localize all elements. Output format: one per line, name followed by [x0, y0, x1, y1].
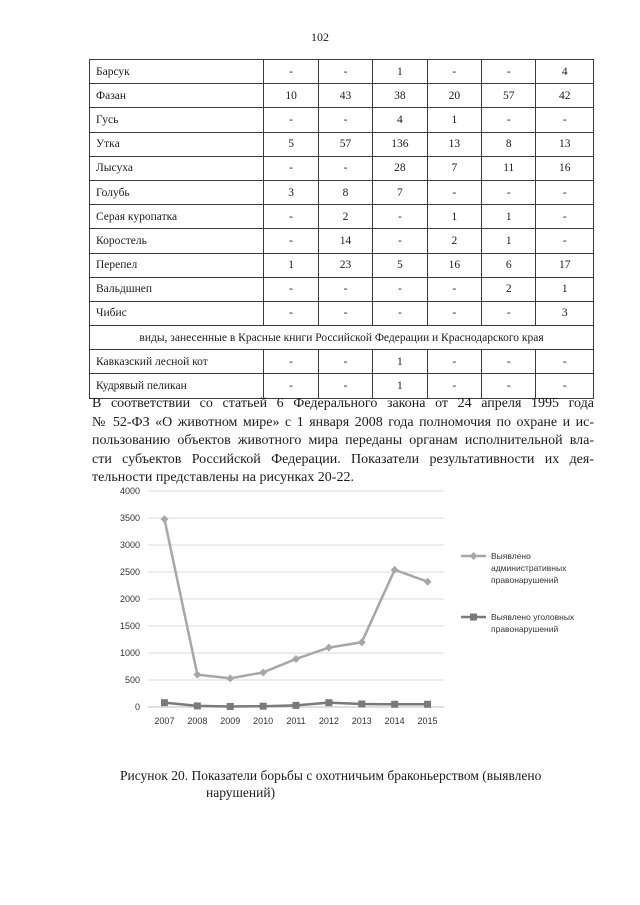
x-tick-label: 2007	[154, 716, 175, 726]
table-cell: -	[373, 205, 427, 229]
table-cell: 28	[373, 156, 427, 180]
table-cell: -	[427, 277, 481, 301]
data-point	[293, 702, 300, 709]
species-name: Серая куропатка	[90, 205, 264, 229]
table-cell: -	[264, 108, 318, 132]
x-tick-label: 2011	[286, 716, 306, 726]
species-name: Вальдшнеп	[90, 277, 264, 301]
table-cell: -	[264, 156, 318, 180]
table-cell: -	[264, 374, 318, 398]
table-cell: -	[482, 350, 536, 374]
table-cell: 4	[536, 60, 594, 84]
table-cell: 17	[536, 253, 594, 277]
data-point	[391, 701, 398, 708]
table-cell: -	[264, 350, 318, 374]
table-cell: -	[264, 277, 318, 301]
table-row	[90, 277, 594, 301]
paragraph-line: В соответствии со статьей 6 Федерального закона от 24 апреля 1995 года	[92, 396, 594, 411]
y-tick-label: 1000	[119, 648, 140, 658]
table-cell: 1	[373, 374, 427, 398]
table-cell: 57	[318, 132, 372, 156]
table-cell: -	[318, 60, 372, 84]
table-cell: 2	[427, 229, 481, 253]
paragraph-line: № 52-ФЗ «О животном мире» с 1 января 2008 года полномочия по охране и ис-	[92, 414, 594, 430]
data-point	[194, 702, 201, 709]
table-cell: 11	[482, 156, 536, 180]
table-cell: 16	[427, 253, 481, 277]
table-row	[90, 301, 594, 325]
table-cell: -	[482, 301, 536, 325]
data-point	[358, 701, 365, 708]
body-paragraph	[92, 395, 594, 488]
table-cell: -	[264, 205, 318, 229]
data-point	[391, 566, 399, 574]
table-cell: -	[264, 60, 318, 84]
table-cell: 16	[536, 156, 594, 180]
species-violations-table	[89, 59, 594, 399]
table-cell: -	[318, 277, 372, 301]
species-name: Коростель	[90, 229, 264, 253]
table-cell: 38	[373, 84, 427, 108]
table-cell: -	[536, 180, 594, 204]
table-cell: 1	[482, 205, 536, 229]
table-cell: 13	[536, 132, 594, 156]
table-cell: -	[427, 350, 481, 374]
y-tick-label: 0	[134, 702, 140, 712]
table-cell: -	[427, 180, 481, 204]
paragraph-line: пользованию объектов животного мира переданы органам исполнительной вла-	[92, 433, 594, 448]
table-cell: 57	[482, 84, 536, 108]
species-name: Фазан	[90, 84, 264, 108]
x-tick-label: 2015	[417, 716, 438, 726]
table-cell: -	[318, 108, 372, 132]
table-cell: 5	[373, 253, 427, 277]
x-tick-label: 2014	[384, 716, 405, 726]
data-point	[160, 515, 168, 523]
table-cell: 20	[427, 84, 481, 108]
legend-label: правонарушений	[491, 624, 559, 634]
table-cell: -	[318, 374, 372, 398]
legend-label: Выявлено уголовных	[491, 612, 575, 622]
x-tick-label: 2013	[351, 716, 372, 726]
species-name: Перепел	[90, 253, 264, 277]
caption-line: Рисунок 20. Показатели борьбы с охотничьим браконьерством (выявлено	[120, 768, 542, 783]
y-tick-label: 3500	[119, 513, 140, 523]
table-cell: 1	[427, 205, 481, 229]
table-cell: -	[318, 156, 372, 180]
table-row	[90, 84, 594, 108]
table-cell: 1	[264, 253, 318, 277]
paragraph-line: сти субъектов Российской Федерации. Показатели результативности их дея-	[92, 451, 594, 467]
x-tick-label: 2008	[187, 716, 208, 726]
legend-label: правонарушений	[491, 575, 559, 585]
y-tick-label: 2500	[119, 567, 140, 577]
poaching-line-chart	[96, 485, 575, 735]
table-row	[90, 108, 594, 132]
data-point	[161, 699, 168, 706]
table-cell: 2	[318, 205, 372, 229]
table-cell: 3	[536, 301, 594, 325]
table-row	[90, 229, 594, 253]
table-cell: 10	[264, 84, 318, 108]
species-name: Кавказский лесной кот	[90, 350, 264, 374]
table-cell: -	[264, 229, 318, 253]
species-name: Кудрявый пеликан	[90, 374, 264, 398]
data-point	[292, 655, 300, 663]
table-cell: -	[373, 301, 427, 325]
table-cell: 7	[373, 180, 427, 204]
table-cell: 2	[482, 277, 536, 301]
data-point	[325, 699, 332, 706]
table-cell: 8	[482, 132, 536, 156]
table-cell: -	[318, 301, 372, 325]
table-row	[90, 180, 594, 204]
species-name: Гусь	[90, 108, 264, 132]
legend-label: Выявлено	[491, 551, 531, 561]
legend-marker	[470, 552, 478, 560]
data-point	[260, 703, 267, 710]
table-section-row	[90, 326, 594, 350]
data-point	[358, 638, 366, 646]
species-name: Чибис	[90, 301, 264, 325]
y-tick-label: 500	[124, 675, 140, 685]
table-cell: 136	[373, 132, 427, 156]
data-point	[424, 578, 432, 586]
table-cell: -	[536, 229, 594, 253]
x-tick-label: 2012	[318, 716, 339, 726]
data-point	[424, 701, 431, 708]
caption-line: нарушений)	[206, 785, 276, 800]
table-cell: 43	[318, 84, 372, 108]
legend-label: административных	[491, 563, 567, 573]
table-cell: -	[536, 374, 594, 398]
table-cell: -	[536, 350, 594, 374]
table-cell: 1	[427, 108, 481, 132]
table-cell: 3	[264, 180, 318, 204]
data-point	[325, 644, 333, 652]
table-cell: 6	[482, 253, 536, 277]
page-number: 102	[311, 30, 329, 44]
table-row	[90, 205, 594, 229]
table-cell: 42	[536, 84, 594, 108]
data-point	[193, 671, 201, 679]
species-name: Утка	[90, 132, 264, 156]
y-tick-label: 3000	[119, 540, 140, 550]
table-cell: -	[536, 205, 594, 229]
table-cell: 1	[373, 60, 427, 84]
data-point	[259, 668, 267, 676]
table-row	[90, 132, 594, 156]
table-cell: -	[536, 108, 594, 132]
legend-marker	[470, 614, 477, 621]
table-cell: -	[482, 374, 536, 398]
species-name: Барсук	[90, 60, 264, 84]
table-cell: -	[482, 180, 536, 204]
table-row	[90, 253, 594, 277]
table-cell: 5	[264, 132, 318, 156]
table-cell: 1	[482, 229, 536, 253]
y-tick-label: 4000	[119, 486, 140, 496]
species-name: Голубь	[90, 180, 264, 204]
table-cell: -	[427, 60, 481, 84]
table-cell: 14	[318, 229, 372, 253]
table-cell: 4	[373, 108, 427, 132]
table-cell: 7	[427, 156, 481, 180]
table-section-header: виды, занесенные в Красные книги Российской Федерации и Краснодарского края	[90, 326, 594, 350]
table-cell: -	[482, 108, 536, 132]
table-row	[90, 350, 594, 374]
table-cell: 13	[427, 132, 481, 156]
table-cell: -	[373, 277, 427, 301]
table-cell: 23	[318, 253, 372, 277]
table-cell: -	[482, 60, 536, 84]
table-cell: -	[427, 301, 481, 325]
table-cell: -	[427, 374, 481, 398]
figure-caption	[120, 767, 590, 801]
y-tick-label: 1500	[119, 621, 140, 631]
x-tick-label: 2010	[253, 716, 274, 726]
table-cell: 8	[318, 180, 372, 204]
paragraph-line: тельности представлены на рисунках 20-22.	[92, 470, 354, 485]
x-tick-label: 2009	[220, 716, 241, 726]
data-point	[227, 703, 234, 710]
table-cell: -	[373, 229, 427, 253]
data-point	[226, 674, 234, 682]
table-cell: 1	[536, 277, 594, 301]
y-tick-label: 2000	[119, 594, 140, 604]
table-row	[90, 156, 594, 180]
table-cell: -	[264, 301, 318, 325]
table-row	[90, 60, 594, 84]
table-cell: -	[318, 350, 372, 374]
table-cell: 1	[373, 350, 427, 374]
species-name: Лысуха	[90, 156, 264, 180]
